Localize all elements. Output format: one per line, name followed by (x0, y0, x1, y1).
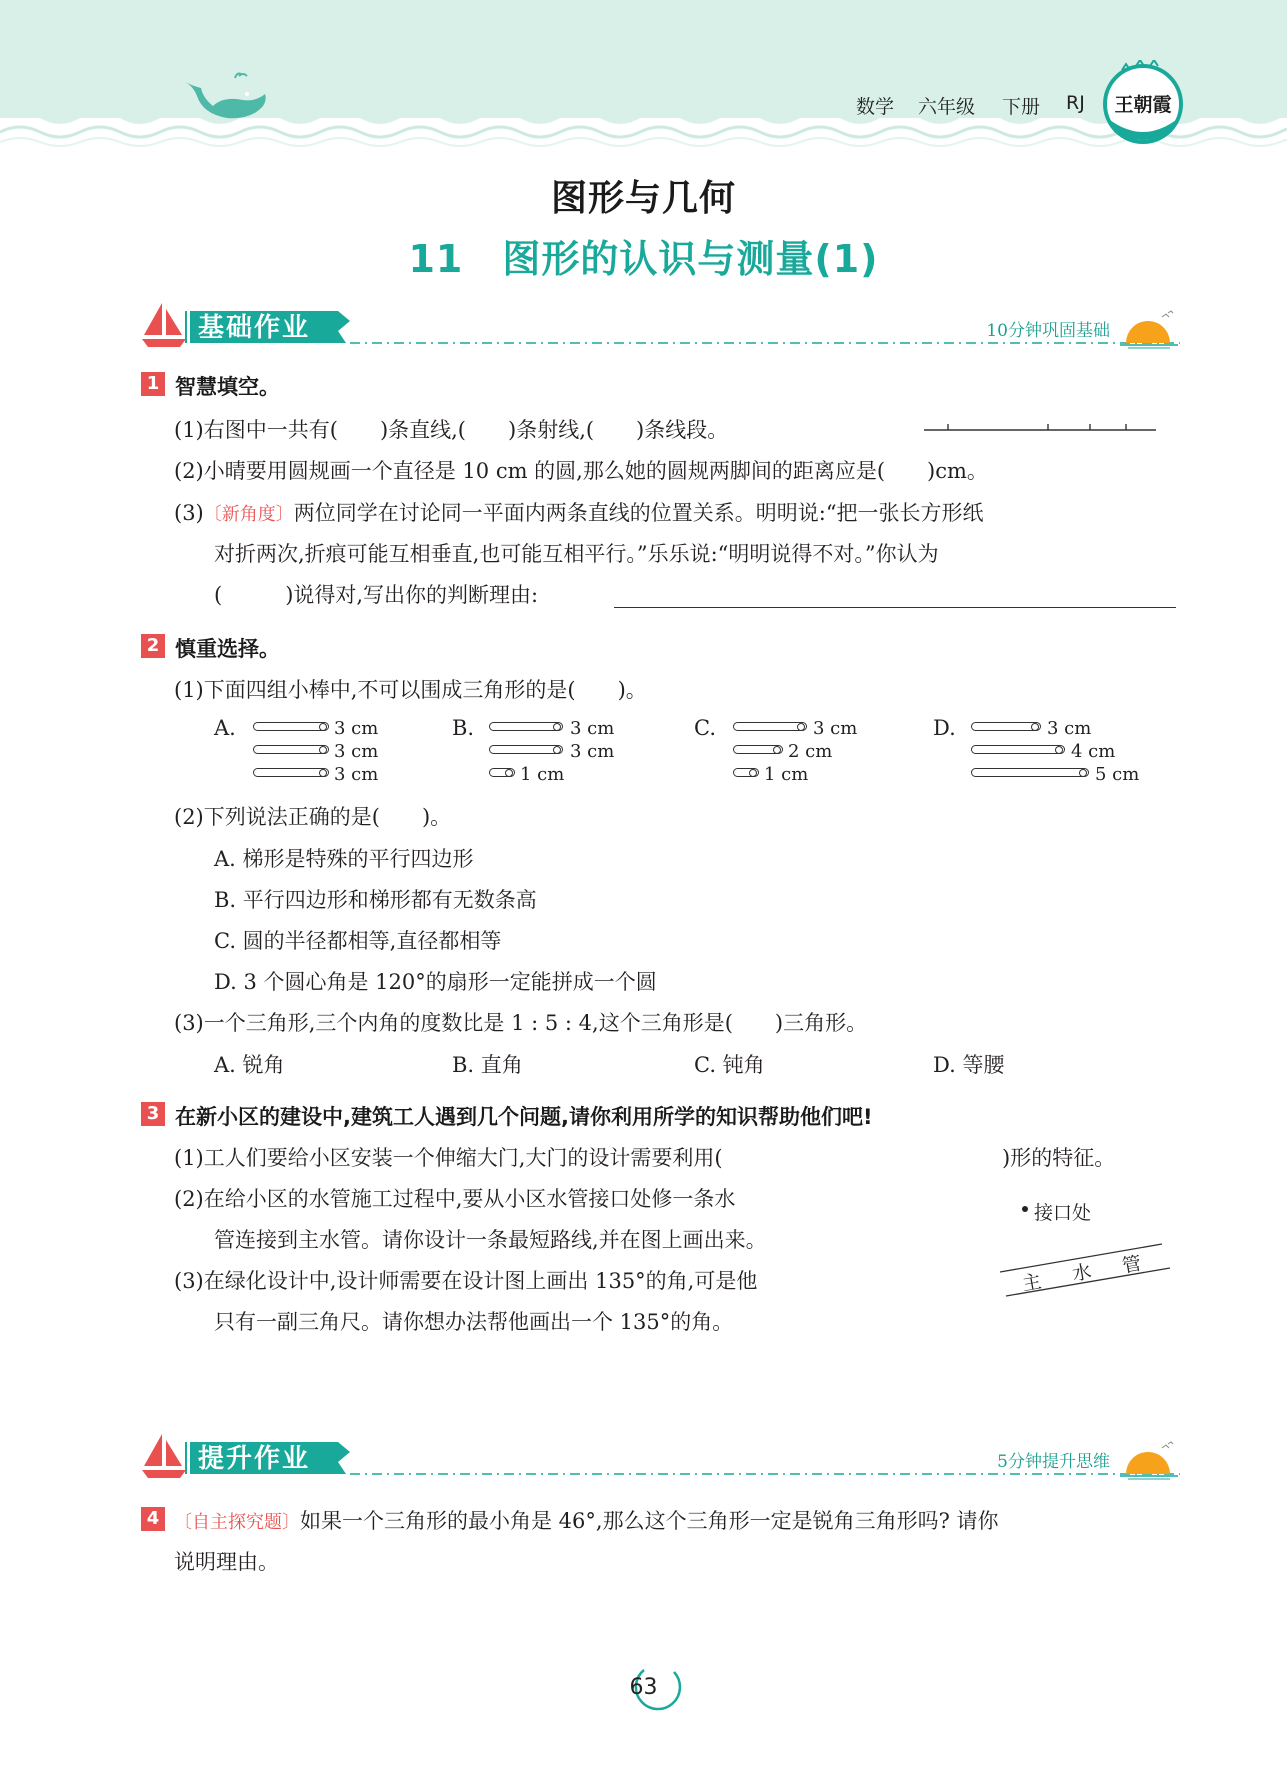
q2-choice: D. 等腰 (933, 1053, 1005, 1077)
q1-item-3-cont: 对折两次,折痕可能互相垂直,也可能互相平行。”乐乐说:“明明说得不对。”你认为 (214, 542, 939, 566)
sailboat-icon (140, 1430, 190, 1482)
section-header-advanced (140, 1434, 1180, 1484)
sunset-icon (1118, 309, 1180, 349)
item-text: 两位同学在讨论同一平面内两条直线的位置关系。明明说:“把一张长方形纸 (293, 501, 984, 525)
explore-tag: 〔自主探究题〕 (174, 1512, 300, 1533)
stick (733, 745, 783, 754)
q2-choice: C. 钝角 (694, 1053, 765, 1077)
option-d-letter: D. (933, 716, 956, 740)
question-title: 智慧填空。 (175, 375, 280, 399)
stick (971, 768, 1089, 777)
stick-length: 2 cm (788, 741, 833, 762)
stick (253, 745, 329, 754)
header-grade: 六年级 (918, 96, 976, 118)
q3-item-3-cont: 只有一副三角尺。请你想办法帮他画出一个 135°的角。 (214, 1310, 734, 1334)
question-number: 1 (141, 372, 165, 396)
q4-text (174, 1505, 999, 1535)
item-text: 如果一个三角形的最小角是 46°,那么这个三角形一定是锐角三角形吗? 请你 (300, 1509, 999, 1533)
section-note: 5分钟提升思维 (997, 1452, 1110, 1472)
section-label: 基础作业 (198, 313, 311, 343)
page-number: 63 (629, 1675, 658, 1700)
question-number: 2 (141, 634, 165, 658)
sailboat-icon (140, 299, 190, 351)
q2-choice: B. 直角 (452, 1053, 523, 1077)
whale-icon (175, 72, 275, 130)
q2-choice: D. 3 个圆心角是 120°的扇形一定能拼成一个圆 (214, 970, 657, 994)
lesson-title: 11 图形的认识与测量(1) (408, 237, 879, 281)
q3-item-1-end: )形的特征。 (1002, 1146, 1116, 1170)
q1-item-1: (1)右图中一共有( )条直线,( )条射线,( )条线段。 (174, 418, 729, 442)
stick-length: 1 cm (520, 764, 565, 785)
q2-choice: A. 梯形是特殊的平行四边形 (214, 847, 474, 871)
q3-item-1: (1)工人们要给小区安装一个伸缩大门,大门的设计需要利用( (174, 1146, 723, 1170)
pipe-label-char: 水 (1070, 1260, 1094, 1286)
q4-text-cont: 说明理由。 (174, 1550, 279, 1574)
stick-length: 3 cm (334, 764, 379, 785)
q3-item-2: (2)在给小区的水管施工过程中,要从小区水管接口处修一条水 (174, 1187, 736, 1211)
stick (733, 768, 759, 777)
stick (971, 745, 1065, 754)
stick (733, 722, 807, 731)
stick-length: 4 cm (1071, 741, 1116, 762)
header-subject: 数学 (856, 96, 895, 118)
q3-item-3: (3)在绿化设计中,设计师需要在设计图上画出 135°的角,可是他 (174, 1269, 758, 1293)
pipe-label-char: 管 (1120, 1252, 1144, 1278)
joint-label: 接口处 (1034, 1202, 1092, 1224)
stick (971, 722, 1041, 731)
pipe-joint-point (1022, 1206, 1028, 1212)
option-a-letter: A. (214, 716, 236, 740)
section-label: 提升作业 (198, 1444, 311, 1474)
stick-length: 3 cm (334, 741, 379, 762)
stick (489, 722, 563, 731)
option-b-letter: B. (452, 716, 475, 740)
q3-item-2-cont: 管连接到主水管。请你设计一条最短路线,并在图上画出来。 (214, 1228, 767, 1252)
section-header-basic (140, 303, 1180, 353)
stick-length: 5 cm (1095, 764, 1140, 785)
stick (489, 745, 563, 754)
stick-length: 3 cm (570, 718, 615, 739)
logo-text: 王朝霞 (1114, 94, 1172, 116)
new-angle-tag: 〔新角度〕 (203, 504, 294, 525)
question-number: 3 (141, 1102, 165, 1126)
q2-choice: A. 锐角 (214, 1053, 285, 1077)
stick-length: 1 cm (764, 764, 809, 785)
line-figure (922, 418, 1158, 438)
stick (253, 722, 329, 731)
q2-choice: B. 平行四边形和梯形都有无数条高 (214, 888, 537, 912)
stick-length: 3 cm (570, 741, 615, 762)
answer-line[interactable] (614, 607, 1176, 608)
option-c-letter: C. (694, 716, 716, 740)
header-volume: 下册 (1002, 96, 1041, 118)
stick-length: 3 cm (1047, 718, 1092, 739)
brand-logo (1102, 60, 1184, 150)
question-number: 4 (141, 1507, 165, 1531)
q2-choice: C. 圆的半径都相等,直径都相等 (214, 929, 502, 953)
stick (489, 768, 515, 777)
stick-length: 3 cm (813, 718, 858, 739)
q1-item-2: (2)小晴要用圆规画一个直径是 10 cm 的圆,那么她的圆规两脚间的距离应是( )cm。 (174, 459, 988, 483)
q1-item-3-answer: ( )说得对,写出你的判断理由: (214, 583, 539, 607)
question-title: 在新小区的建设中,建筑工人遇到几个问题,请你利用所学的知识帮助他们吧! (175, 1105, 873, 1129)
stick (253, 768, 329, 777)
sunset-icon (1118, 1440, 1180, 1480)
item-prefix: (3) (174, 501, 204, 525)
page-title: 图形与几何 (550, 178, 736, 219)
header-edition: RJ (1066, 92, 1085, 114)
stick-length: 3 cm (334, 718, 379, 739)
pipe-label-char: 主 (1020, 1270, 1044, 1296)
question-title: 慎重选择。 (175, 637, 280, 661)
section-note: 10分钟巩固基础 (986, 321, 1110, 341)
q2-item-2: (2)下列说法正确的是( )。 (174, 805, 452, 829)
q2-item-1: (1)下面四组小棒中,不可以围成三角形的是( )。 (174, 678, 647, 702)
q1-item-3 (174, 497, 984, 527)
q2-item-3: (3)一个三角形,三个内角的度数比是 1 : 5 : 4,这个三角形是( )三角形。 (174, 1011, 868, 1035)
